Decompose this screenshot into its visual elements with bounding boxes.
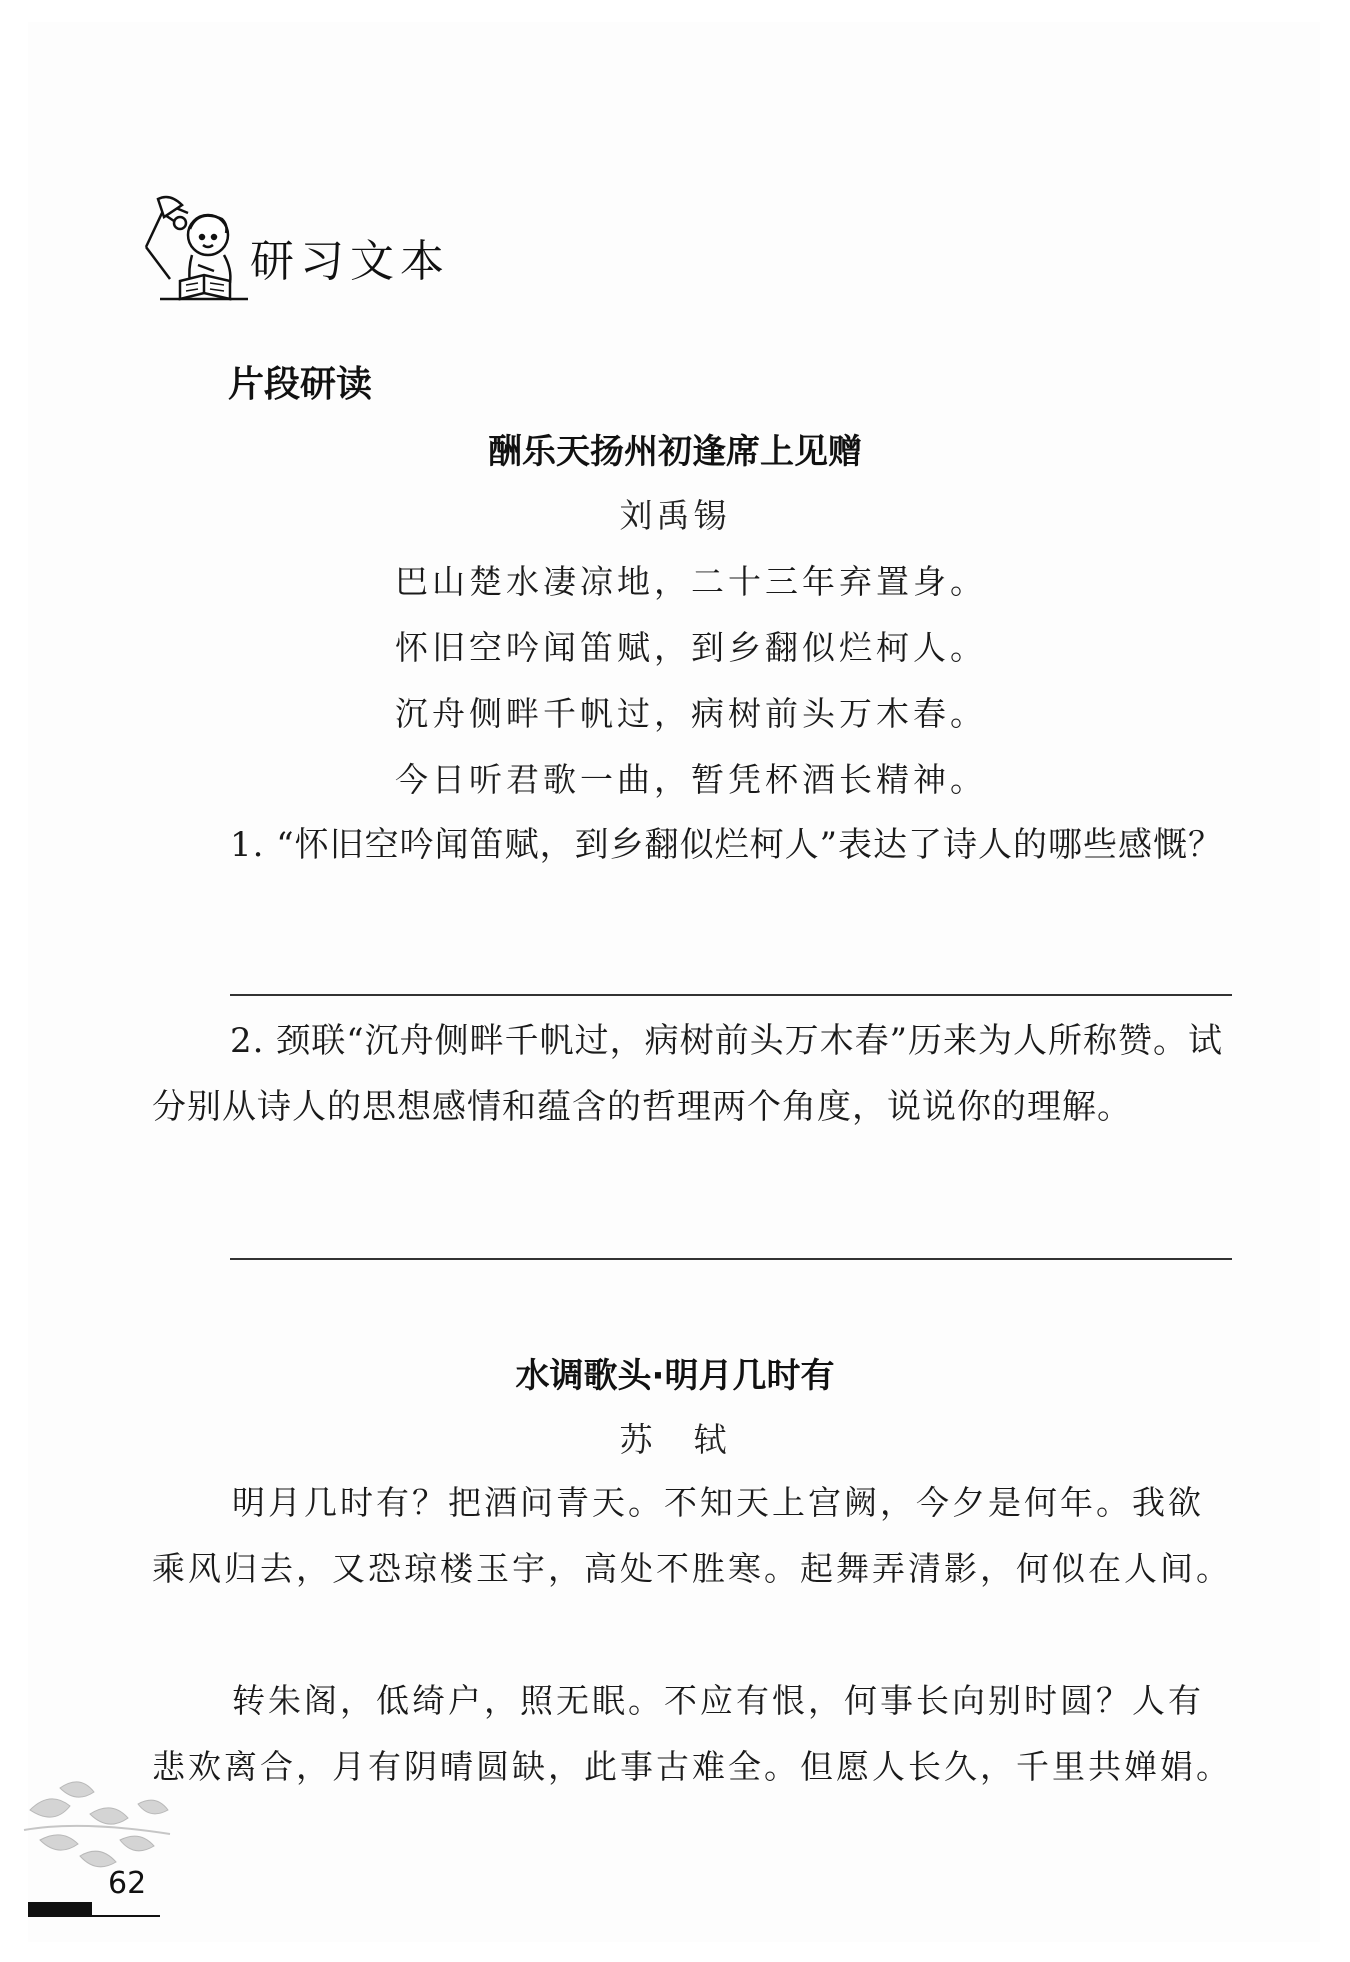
section-header — [140, 195, 540, 305]
page-background — [28, 22, 1320, 1942]
subsection-label: 片段研读 — [228, 364, 373, 405]
page-number-rule — [28, 1915, 160, 1917]
leaf-branch-icon — [20, 1770, 180, 1890]
page-number: 62 — [108, 1866, 147, 1901]
poem-line: 沉舟侧畔千帆过，病树前头万木春。 — [395, 694, 987, 733]
poem-title: 水调歌头·明月几时有 — [515, 1356, 835, 1396]
poem-author: 刘禹锡 — [619, 496, 731, 535]
question-1: 1. “怀旧空吟闻笛赋，到乡翻似烂柯人”表达了诗人的哪些感慨？ — [230, 825, 1224, 865]
poem-paragraph: 转朱阁，低绮户，照无眠。不应有恨，何事长向别时圆？人有悲欢离合，月有阴晴圆缺，此事古难全。但愿人长久，千里共婵娟。 — [152, 1681, 1232, 1786]
page-number-bar — [28, 1902, 92, 1916]
question-2: 2. 颈联“沉舟侧畔千帆过，病树前头万木春”历来为人所称赞。试分别从诗人的思想感情和蕴含的哲理两个角度，说说你的理解。 — [152, 1021, 1224, 1127]
child-reading-under-lamp-icon — [140, 195, 250, 305]
answer-line-1[interactable] — [230, 994, 1232, 996]
poem-line: 巴山楚水凄凉地，二十三年弃置身。 — [395, 562, 987, 601]
poem-author: 苏 轼 — [619, 1420, 731, 1459]
poem-line: 今日听君歌一曲，暂凭杯酒长精神。 — [395, 760, 987, 799]
poem-line: 怀旧空吟闻笛赋，到乡翻似烂柯人。 — [395, 628, 987, 667]
poem-title: 酬乐天扬州初逢席上见赠 — [488, 432, 862, 472]
section-title: 研习文本 — [250, 236, 450, 287]
answer-line-2[interactable] — [230, 1258, 1232, 1260]
poem-paragraph: 明月几时有？把酒问青天。不知天上宫阙，今夕是何年。我欲乘风归去，又恐琼楼玉宇，高处不胜寒。起舞弄清影，何似在人间。 — [152, 1483, 1232, 1588]
